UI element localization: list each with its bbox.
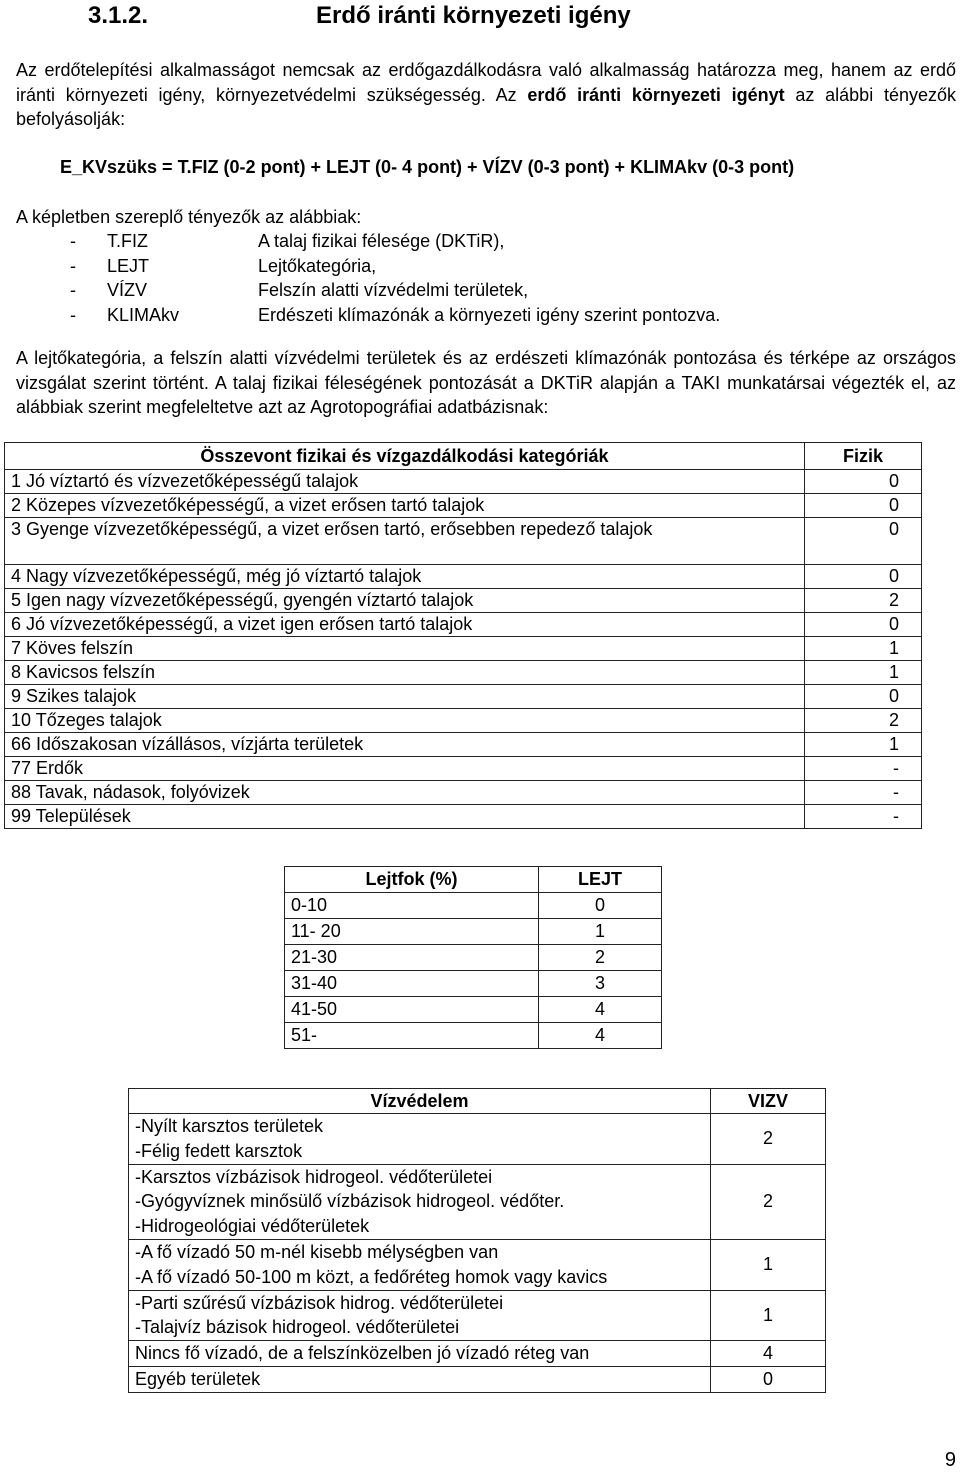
bullet-dash: - (70, 280, 76, 300)
score-cell: 2 (805, 589, 922, 613)
factor-description: Felszín alatti vízvédelmi területek, (258, 280, 529, 300)
table-row (129, 1239, 826, 1290)
soil-category-table (4, 442, 922, 829)
score-cell: 1 (805, 661, 922, 685)
score-cell: - (805, 781, 922, 805)
table-row (5, 565, 922, 589)
section-number: 3.1.2. (88, 2, 149, 29)
intro-text-bold: erdő iránti környezeti igényt (527, 84, 785, 105)
bullet-dash: - (70, 231, 76, 251)
intro-paragraph (16, 58, 956, 132)
category-cell: 1 Jó víztartó és vízvezetőképességű talajok (5, 470, 805, 494)
protection-area-item: -Talajvíz bázisok hidrogeol. védőterületei (135, 1317, 460, 1338)
category-cell: 6 Jó vízvezetőképességű, a vizet igen erősen tartó talajok (5, 613, 805, 637)
category-cell: 77 Erdők (5, 757, 805, 781)
score-cell: - (805, 757, 922, 781)
method-paragraph: A lejtőkategória, a felszín alatti vízvédelmi területek és az erdészeti klímazónák pontozása és térképe az országos vizsgálat szerint történt. A talaj fizikai féleségének pontozását a DKTiR alapján a TAKI munkatársai végezték el, az alábbiak szerint megfeleltetve azt az Agrotopográfiai adatbázisnak: (16, 348, 956, 417)
factor-code: VÍZV (107, 280, 148, 300)
score-cell: 0 (711, 1366, 826, 1392)
score-cell: 0 (539, 893, 662, 919)
score-cell: 1 (711, 1290, 826, 1341)
category-cell: 2 Közepes vízvezetőképességű, a vizet erősen tartó talajok (5, 494, 805, 518)
score-cell: 4 (711, 1341, 826, 1367)
table-row (129, 1290, 826, 1341)
factor-description: Lejtőkategória, (258, 255, 377, 276)
score-cell: 0 (805, 685, 922, 709)
slope-range-cell: 0-10 (285, 893, 539, 919)
protection-area-item: -Hidrogeológiai védőterületek (135, 1216, 370, 1237)
protection-area-item: -Karsztos vízbázisok hidrogeol. védőterületei (135, 1166, 493, 1187)
protection-area-item: Egyéb területek (135, 1368, 261, 1389)
table-row (5, 781, 922, 805)
protection-area-cell (129, 1366, 711, 1392)
table-row (129, 1366, 826, 1392)
protection-area-item: -A fő vízadó 50 m-nél kisebb mélységben van (135, 1241, 499, 1262)
category-cell: 99 Települések (5, 805, 805, 829)
score-cell: 2 (711, 1114, 826, 1165)
table-row (5, 494, 922, 518)
table-row (5, 733, 922, 757)
score-cell: 4 (539, 997, 662, 1023)
protection-area-item: -Gyógyvíznek minősülő vízbázisok hidrogeol. védőter. (135, 1191, 565, 1212)
score-cell: 0 (805, 470, 922, 494)
score-cell: 2 (711, 1164, 826, 1239)
score-cell: 0 (805, 518, 922, 565)
table-row (285, 997, 662, 1023)
table-row (129, 1114, 826, 1165)
formula: E_KVszüks = T.FIZ (0-2 pont) + LEJT (0- 4 pont) + VÍZV (0-3 pont) + KLIMAkv (0-3 pont) (60, 157, 795, 177)
column-header: Lejtfok (%) (285, 867, 539, 893)
table-row (5, 589, 922, 613)
score-cell: 1 (805, 733, 922, 757)
factors-intro: A képletben szereplő tényezők az alábbiak: (16, 207, 362, 227)
slope-range-cell: 21-30 (285, 945, 539, 971)
category-cell: 7 Köves felszín (5, 637, 805, 661)
score-cell: 3 (539, 971, 662, 997)
column-header: Vízvédelem (129, 1089, 711, 1114)
column-header: Összevont fizikai és vízgazdálkodási kategóriák (5, 443, 805, 470)
factor-description: A talaj fizikai félesége (DKTiR), (258, 231, 505, 251)
table-header-row (5, 443, 922, 470)
table-row (5, 518, 922, 565)
table-row (5, 637, 922, 661)
column-header: LEJT (539, 867, 662, 893)
category-cell: 4 Nagy vízvezetőképességű, még jó víztartó talajok (5, 565, 805, 589)
protection-area-item: -Félig fedett karsztok (135, 1140, 303, 1161)
score-cell: - (805, 805, 922, 829)
protection-area-cell (129, 1341, 711, 1367)
protection-area-item: -Parti szűrésű vízbázisok hidrog. védőterületei (135, 1292, 504, 1313)
score-cell: 4 (539, 1023, 662, 1049)
score-cell: 1 (805, 637, 922, 661)
score-cell: 2 (539, 945, 662, 971)
table-row (285, 971, 662, 997)
factor-code: T.FIZ (107, 231, 148, 251)
bullet-dash: - (70, 304, 76, 325)
table-header-row (285, 867, 662, 893)
column-header: Fizik (805, 443, 922, 470)
protection-area-item: -A fő vízadó 50-100 m közt, a fedőréteg homok vagy kavics (135, 1266, 608, 1287)
table-row (285, 919, 662, 945)
table-row (5, 709, 922, 733)
slope-table (284, 866, 662, 1049)
table-row (5, 613, 922, 637)
factor-code: LEJT (107, 255, 150, 276)
factor-code: KLIMAkv (107, 304, 180, 325)
factor-description: Erdészeti klímazónák a környezeti igény szerint pontozva. (258, 304, 721, 325)
table-header-row (129, 1089, 826, 1114)
category-cell: 3 Gyenge vízvezetőképességű, a vizet erősen tartó, erősebben repedező talajok (5, 518, 805, 565)
category-cell: 9 Szikes talajok (5, 685, 805, 709)
category-cell: 88 Tavak, nádasok, folyóvizek (5, 781, 805, 805)
slope-range-cell: 31-40 (285, 971, 539, 997)
score-cell: 1 (711, 1239, 826, 1290)
table-row (5, 757, 922, 781)
column-header: VIZV (711, 1089, 826, 1114)
protection-area-cell (129, 1239, 711, 1290)
page-number: 9 (944, 1449, 956, 1471)
water-protection-table (128, 1088, 826, 1393)
bullet-dash: - (70, 255, 76, 276)
protection-area-item: -Nyílt karsztos területek (135, 1116, 324, 1136)
category-cell: 66 Időszakosan vízállásos, vízjárta területek (5, 733, 805, 757)
protection-area-item: Nincs fő vízadó, de a felszínközelben jó vízadó réteg van (135, 1343, 590, 1364)
table-row (285, 945, 662, 971)
intro-text-2: az alábbi tényezők befolyásolják: (16, 84, 956, 129)
score-cell: 1 (539, 919, 662, 945)
score-cell: 0 (805, 494, 922, 518)
intro-text-1: Az erdőtelepítési alkalmasságot nemcsak az erdőgazdálkodásra való alkalmasság határozza meg, hanem az erdő iránti környezeti igény, környezetvédelmi szükségesség. Az (16, 60, 956, 105)
table-row (5, 805, 922, 829)
category-cell: 10 Tőzeges talajok (5, 709, 805, 733)
slope-range-cell: 51- (285, 1023, 539, 1049)
protection-area-cell (129, 1290, 711, 1341)
table-row (285, 893, 662, 919)
table-row (285, 1023, 662, 1049)
slope-range-cell: 11- 20 (285, 919, 539, 945)
category-cell: 8 Kavicsos felszín (5, 661, 805, 685)
table-row (129, 1164, 826, 1239)
protection-area-cell (129, 1114, 711, 1165)
protection-area-cell (129, 1164, 711, 1239)
table-row (5, 661, 922, 685)
slope-range-cell: 41-50 (285, 997, 539, 1023)
table-row (5, 685, 922, 709)
score-cell: 2 (805, 709, 922, 733)
category-cell: 5 Igen nagy vízvezetőképességű, gyengén víztartó talajok (5, 589, 805, 613)
section-title: Erdő iránti környezeti igény (316, 2, 631, 29)
section-heading (88, 0, 631, 36)
score-cell: 0 (805, 613, 922, 637)
score-cell: 0 (805, 565, 922, 589)
table-row (5, 470, 922, 494)
table-row (129, 1341, 826, 1367)
